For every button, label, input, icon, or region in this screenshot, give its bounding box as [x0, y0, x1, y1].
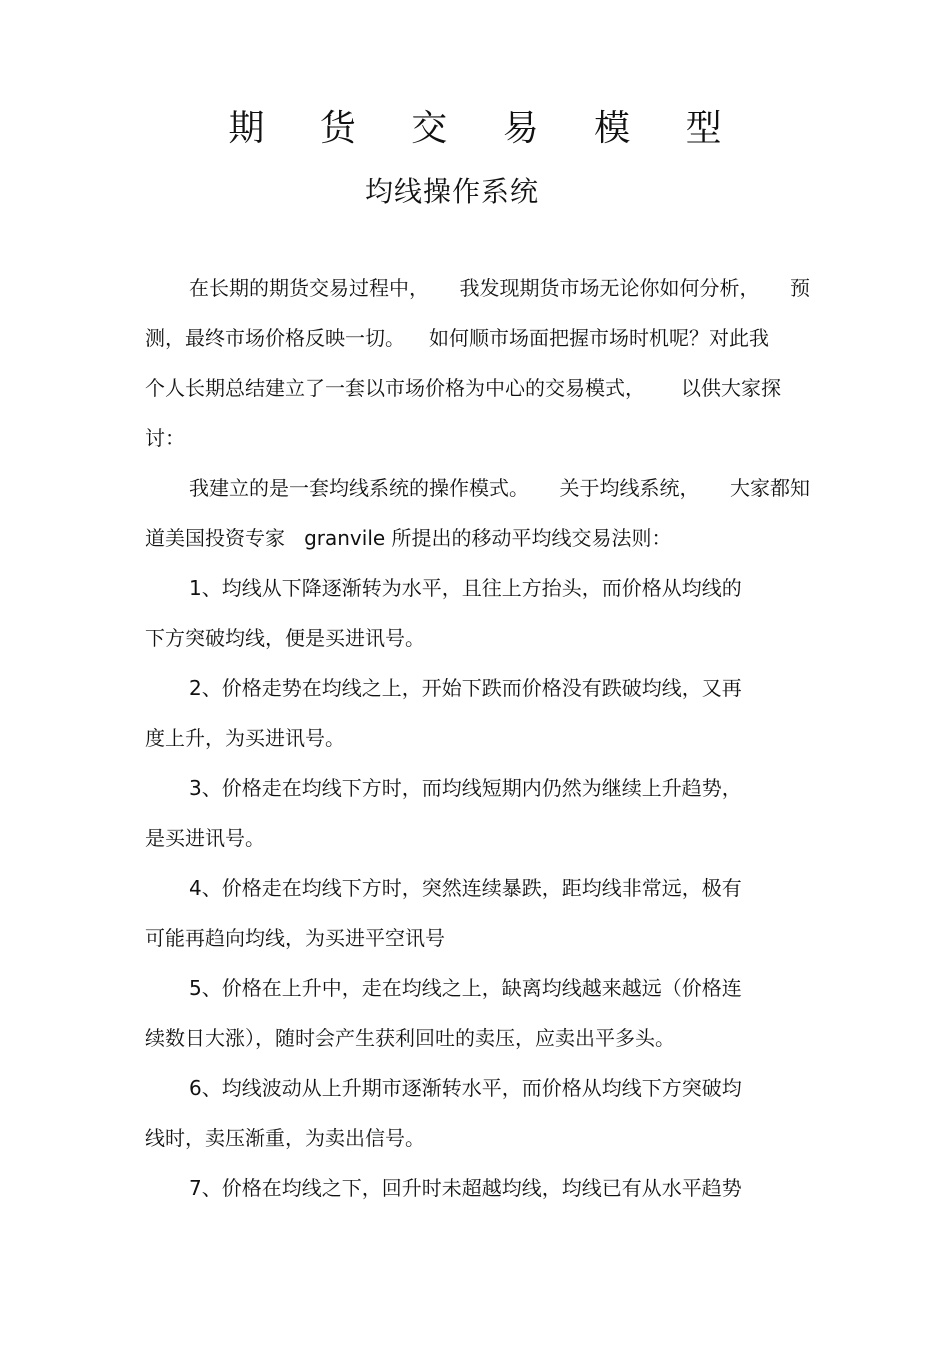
rule-1: [145, 563, 810, 663]
text-line: 下方突破均线，便是买进讯号。: [145, 626, 425, 650]
page-subtitle: 均线操作系统: [364, 175, 539, 208]
text-line: 续数日大涨），随时会产生获利回吐的卖压，应卖出平多头。: [145, 1026, 675, 1050]
text-span: 预: [790, 276, 810, 300]
text-line: [145, 263, 810, 313]
text-span: 关于均线系统，: [559, 476, 700, 500]
text-span: 如何顺市场面把握市场时机呢？对此我: [429, 326, 769, 350]
text-line: 3、价格走在均线下方时，而均线短期内仍然为继续上升趋势，: [189, 776, 742, 800]
rule-3: [145, 763, 810, 863]
document-body: [145, 263, 810, 1213]
system-paragraph: [145, 463, 810, 563]
text-line: [145, 363, 810, 413]
text-line: 2、价格走势在均线之上，开始下跌而价格没有跌破均线，又再: [189, 676, 742, 700]
text-span: 以供大家探: [681, 376, 781, 400]
text-line: 度上升，为买进讯号。: [145, 726, 345, 750]
text-span: 个人长期总结建立了一套以市场价格为中心的交易模式，: [145, 376, 645, 400]
text-line: [145, 463, 810, 513]
text-line: 线时，卖压渐重，为卖出信号。: [145, 1126, 425, 1150]
text-line: 是买进讯号。: [145, 826, 265, 850]
text-line: [145, 313, 810, 363]
text-line: 5、价格在上升中，走在均线之上，缺离均线越来越远（价格连: [189, 976, 742, 1000]
text-line: 4、价格走在均线下方时，突然连续暴跌，距均线非常远，极有: [189, 876, 742, 900]
text-span: 大家都知: [730, 476, 810, 500]
text-line: 7、价格在均线之下，回升时未超越均线，均线已有从水平趋势: [189, 1176, 742, 1200]
text-line: 可能再趋向均线，为买进平空讯号: [145, 926, 445, 950]
rule-6: [145, 1063, 810, 1163]
text-line: 讨：: [145, 426, 185, 450]
text-span: 测，最终市场价格反映一切。: [145, 326, 405, 350]
text-line: 6、均线波动从上升期市逐渐转水平，而价格从均线下方突破均: [189, 1076, 742, 1100]
text-line: 1、均线从下降逐渐转为水平，且往上方抬头，而价格从均线的: [189, 576, 742, 600]
intro-paragraph: [145, 263, 810, 463]
text-span: 我发现期货市场无论你如何分析，: [459, 276, 760, 300]
rule-2: [145, 663, 810, 763]
page-title: 期 货 交 易 模 型: [228, 108, 744, 149]
text-line: 道美国投资专家 granvile 所提出的移动平均线交易法则：: [145, 526, 672, 550]
text-span: 我建立的是一套均线系统的操作模式。: [189, 476, 529, 500]
rule-4: [145, 863, 810, 963]
text-span: 在长期的期货交易过程中，: [189, 276, 429, 300]
rule-7: [145, 1163, 810, 1213]
rule-5: [145, 963, 810, 1063]
